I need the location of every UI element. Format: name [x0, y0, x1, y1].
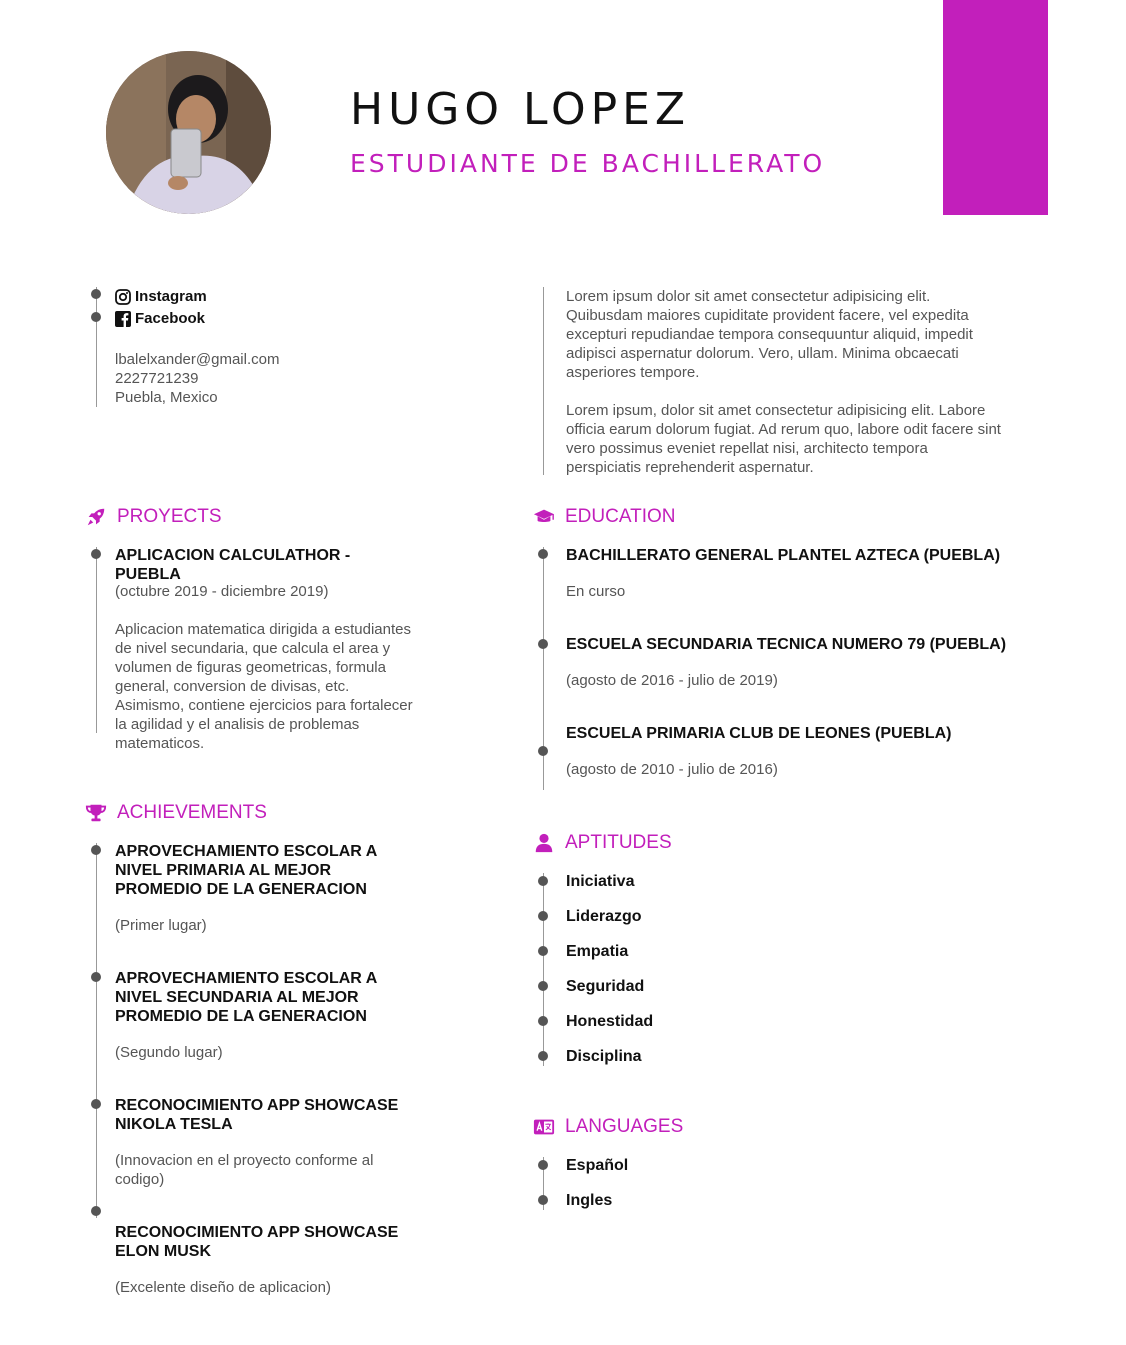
timeline-dot [538, 1195, 548, 1205]
header-accent-bar [943, 0, 1048, 215]
language-item: Español [566, 1157, 629, 1174]
about-paragraph: Lorem ipsum, dolor sit amet consectetur adipisicing elit. Labore officia earum dolorum fugiat. Ad rerum quo, labore odit facere sint vero possimus eveniet repellat nisi, architecto tempora perspiciatis reprehenderit aspernatur. [566, 402, 1001, 476]
contact-email: lbalelxander@gmail.com [115, 351, 280, 368]
education-name: ESCUELA SECUNDARIA TECNICA NUMERO 79 (PUEBLA) [566, 636, 1007, 653]
projects-section-title [85, 506, 222, 528]
education-section-title [533, 506, 675, 528]
aptitude-item: Seguridad [566, 978, 645, 995]
facebook-label: Facebook [135, 310, 206, 327]
education-date: (agosto de 2010 - julio de 2016) [566, 761, 778, 778]
timeline-dot [538, 1016, 548, 1026]
language-icon [533, 1116, 555, 1138]
education-date: (agosto de 2016 - julio de 2019) [566, 672, 778, 689]
timeline-dot [91, 972, 101, 982]
education-name: BACHILLERATO GENERAL PLANTEL AZTECA (PUEBLA) [566, 547, 1001, 564]
timeline-dot [91, 845, 101, 855]
timeline-dot [91, 549, 101, 559]
timeline-dot [538, 639, 548, 649]
trophy-icon [85, 802, 107, 824]
contact-phone: 2227721239 [115, 370, 199, 387]
rocket-icon [85, 506, 107, 528]
timeline-dot [91, 289, 101, 299]
education-name: ESCUELA PRIMARIA CLUB DE LEONES (PUEBLA) [566, 725, 952, 742]
aptitudes-timeline [543, 873, 544, 1066]
achievement-detail: (Segundo lugar) [115, 1044, 223, 1061]
about-timeline [543, 287, 544, 475]
education-date: En curso [566, 583, 626, 600]
timeline-dot [91, 1206, 101, 1216]
timeline-dot [538, 746, 548, 756]
contact-timeline [96, 287, 97, 407]
achievement-name: RECONOCIMIENTO APP SHOWCASE NIKOLA TESLA [115, 1097, 399, 1133]
facebook-link[interactable] [115, 310, 205, 327]
graduation-cap-icon [533, 506, 555, 528]
education-title-text: EDUCATION [565, 506, 676, 527]
facebook-icon [115, 311, 131, 327]
aptitudes-title-text: APTITUDES [565, 832, 672, 853]
timeline-dot [538, 549, 548, 559]
timeline-dot [91, 1099, 101, 1109]
timeline-dot [538, 1051, 548, 1061]
instagram-link[interactable] [115, 288, 207, 305]
languages-title-text: LANGUAGES [565, 1116, 684, 1137]
timeline-dot [538, 1160, 548, 1170]
aptitude-item: Empatia [566, 943, 629, 960]
project-description: Aplicacion matematica dirigida a estudiantes de nivel secundaria, que calcula el area y volumen de figuras geometricas, formula general, conversion de divisas, etc. Asimismo, contiene ejercicios para fortalecer la agilidad y el analisis de problemas matematicos. [115, 621, 413, 752]
project-name: APLICACION CALCULATHOR - PUEBLA [115, 547, 351, 583]
achievements-section-title [85, 802, 267, 824]
instagram-label: Instagram [135, 288, 207, 305]
achievements-title-text: ACHIEVEMENTS [117, 802, 267, 823]
language-item: Ingles [566, 1192, 613, 1209]
timeline-dot [538, 946, 548, 956]
candidate-role: ESTUDIANTE DE BACHILLERATO [350, 149, 826, 178]
instagram-icon [115, 289, 131, 305]
aptitude-item: Honestidad [566, 1013, 654, 1030]
contact-location: Puebla, Mexico [115, 389, 218, 406]
timeline-dot [538, 876, 548, 886]
achievements-timeline [96, 843, 97, 1218]
achievement-name: APROVECHAMIENTO ESCOLAR A NIVEL SECUNDARIA AL MEJOR PROMEDIO DE LA GENERACION [115, 970, 377, 1025]
achievement-detail: (Excelente diseño de aplicacion) [115, 1279, 331, 1296]
timeline-dot [538, 981, 548, 991]
project-date: (octubre 2019 - diciembre 2019) [115, 583, 329, 600]
achievement-detail: (Primer lugar) [115, 917, 207, 934]
timeline-dot [538, 911, 548, 921]
aptitudes-section-title [533, 832, 672, 854]
aptitude-item: Liderazgo [566, 908, 642, 925]
achievement-detail: (Innovacion en el proyecto conforme al codigo) [115, 1152, 374, 1188]
aptitude-item: Iniciativa [566, 873, 635, 890]
avatar [106, 51, 271, 214]
achievement-name: RECONOCIMIENTO APP SHOWCASE ELON MUSK [115, 1224, 399, 1260]
projects-timeline [96, 547, 97, 733]
timeline-dot [91, 312, 101, 322]
about-paragraph: Lorem ipsum dolor sit amet consectetur adipisicing elit. Quibusdam maiores cupiditate provident facere, vel expedita excepturi repudiandae tempora consequuntur aliquid, impedit adipisci aspernatur dolorum. Vero, ullam. Minima obcaecati asperiores tempore. [566, 288, 973, 381]
profile-photo [106, 51, 271, 214]
candidate-name: HUGO LOPEZ [350, 84, 691, 135]
projects-title-text: PROYECTS [117, 506, 222, 527]
aptitude-item: Disciplina [566, 1048, 642, 1065]
languages-section-title [533, 1116, 683, 1138]
achievement-name: APROVECHAMIENTO ESCOLAR A NIVEL PRIMARIA AL MEJOR PROMEDIO DE LA GENERACION [115, 843, 377, 898]
user-icon [533, 832, 555, 854]
